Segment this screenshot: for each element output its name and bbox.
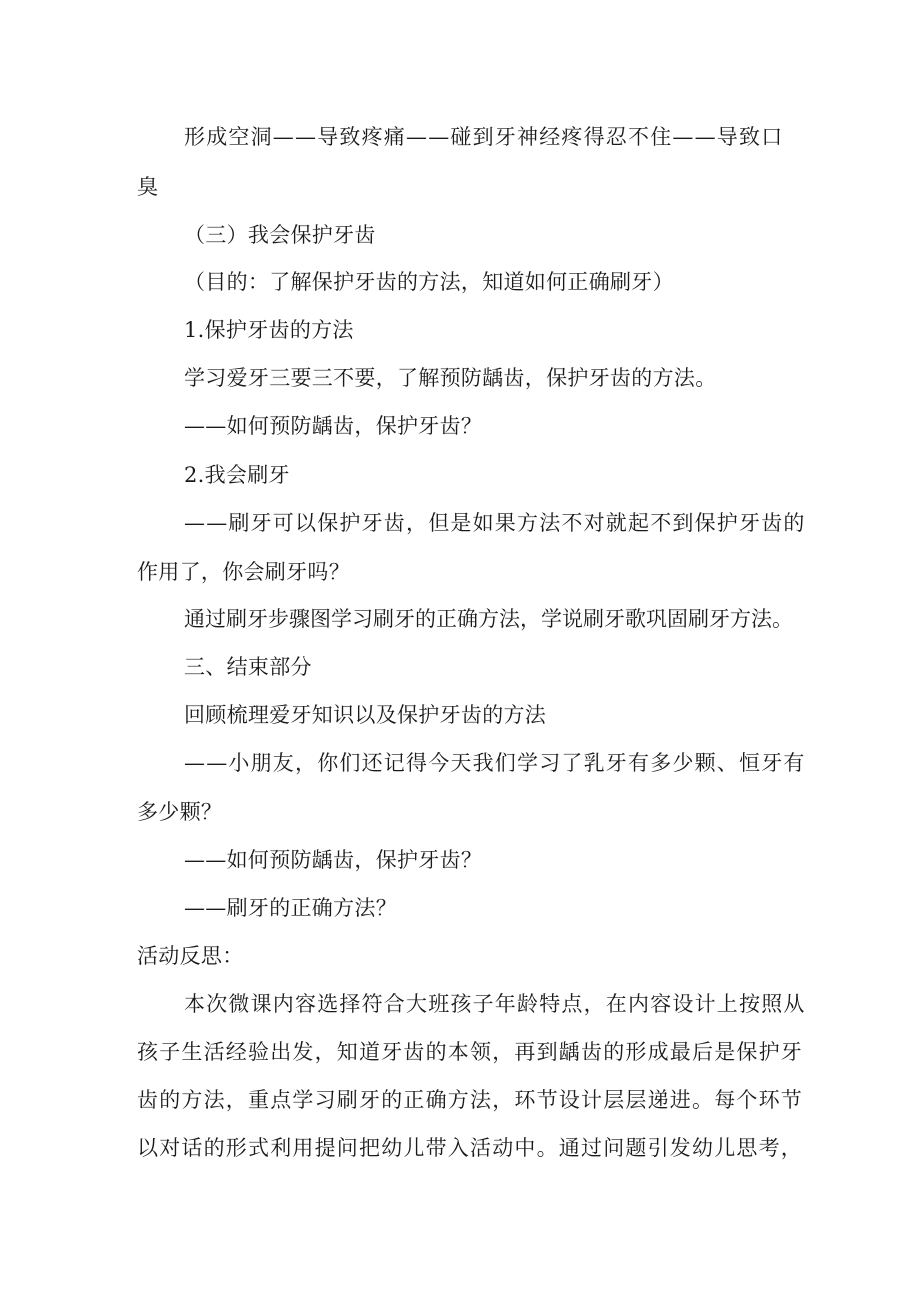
paragraph-line: 孩子生活经验出发，知道牙齿的本领，再到龋齿的形成最后是保护牙 [137, 1040, 803, 1064]
paragraph-line: 回顾梳理爱牙知识以及保护牙齿的方法 [184, 703, 547, 727]
question-line: ——如何预防龋齿，保护牙齿？ [184, 414, 483, 438]
question-line: ——如何预防龋齿，保护牙齿？ [184, 848, 483, 872]
subsection-heading: 2.我会刷牙 [184, 463, 290, 487]
subsection-heading: 1.保护牙齿的方法 [184, 318, 354, 342]
question-line: ——刷牙的正确方法？ [184, 896, 397, 920]
paragraph-line: （目的：了解保护牙齿的方法，知道如何正确刷牙） [184, 270, 674, 294]
paragraph-line: 齿的方法，重点学习刷牙的正确方法，环节设计层层递进。每个环节 [137, 1088, 803, 1112]
paragraph-line: 以对话的形式利用提问把幼儿带入活动中。通过问题引发幼儿思考， [137, 1136, 803, 1160]
question-line: ——小朋友，你们还记得今天我们学习了乳牙有多少颗、恒牙有 [184, 751, 806, 775]
paragraph-line: 作用了，你会刷牙吗？ [137, 560, 350, 584]
paragraph-line: 通过刷牙步骤图学习刷牙的正确方法，学说刷牙歌巩固刷牙方法。 [184, 607, 793, 631]
section-heading: （三）我会保护牙齿 [184, 223, 376, 247]
paragraph-line: 多少颗？ [137, 800, 223, 824]
section-heading: 活动反思： [137, 944, 244, 968]
section-heading: 三、结束部分 [184, 655, 312, 679]
paragraph-line: 臭 [137, 175, 159, 199]
paragraph-line: 本次微课内容选择符合大班孩子年龄特点，在内容设计上按照从 [184, 992, 806, 1016]
paragraph-line: ——刷牙可以保护牙齿，但是如果方法不对就起不到保护牙齿的 [184, 511, 806, 535]
paragraph-line: 形成空洞——导致疼痛——碰到牙神经疼得忍不住——导致口 [184, 125, 784, 149]
paragraph-line: 学习爱牙三要三不要，了解预防龋齿，保护牙齿的方法。 [184, 366, 717, 390]
